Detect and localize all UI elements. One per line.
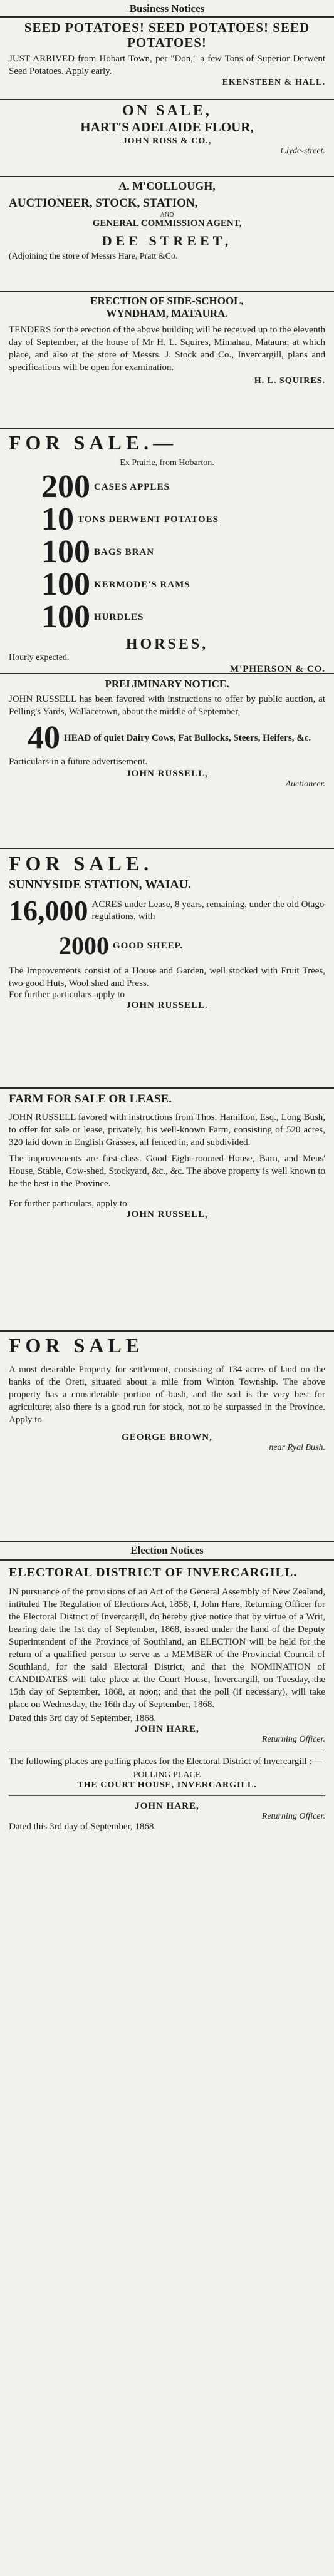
acres-qty: 16,000	[9, 895, 88, 926]
polling-title: POLLING PLACE	[133, 1770, 201, 1780]
sheep-lot	[9, 930, 325, 962]
lot-qty: 10	[41, 501, 74, 537]
ad-mccollough	[0, 177, 334, 291]
ad-preliminary	[0, 674, 334, 848]
ad-body: TENDERS for the erection of the above building will be received up to the eleventh day of September, at the house of Mr H. L. Squires, Mimahau, Mataura; at which place, and also at the store of Messrs. J. Stock and Co., Invercargill, plans and specifications will be open for examination.	[9, 325, 325, 372]
election-dated: Dated this 3rd day of September, 1868.	[9, 1713, 157, 1723]
agent-street: DEE STREET,	[102, 233, 232, 249]
ad-side-school	[0, 292, 334, 428]
lot-label: HURDLES	[94, 612, 144, 622]
section-title: Election Notices	[130, 1544, 204, 1556]
ad-title: PRELIMINARY NOTICE.	[105, 678, 229, 690]
ad-apply: For further particulars, apply to	[9, 1199, 127, 1209]
agent-note: (Adjoining the store of Messrs Hare, Pratt &Co.	[9, 252, 178, 261]
ad-body-2: The improvements are first-class. Good Eight-roomed House, Barn, and Mens' House, Stable, Cow-shed, Stockyard, &c., &c. The above property is well known to be the best in the Province.	[9, 1154, 325, 1189]
ad-particulars: Particulars in a future advertisement.	[9, 757, 148, 767]
election-dated-2: Dated this 3rd day of September, 1868.	[9, 1822, 157, 1832]
ad-for-sale-prairie	[0, 429, 334, 673]
ad-body: JUST ARRIVED from Hobart Town, per "Don," a few Tons of Superior Derwent Seed Potatoes. Apply early.	[9, 54, 325, 76]
lot-label: TONS DERWENT POTATOES	[78, 514, 219, 525]
ad-apply: For further particulars apply to	[9, 990, 125, 1000]
lot-item	[41, 503, 325, 536]
section-title: Business Notices	[129, 3, 205, 14]
acres-lot	[9, 895, 325, 927]
and-word: AND	[160, 212, 174, 218]
agent-title-2: GENERAL COMMISSION AGENT,	[92, 218, 242, 228]
ad-signature: GEORGE BROWN,	[122, 1432, 212, 1442]
horses-heading: HORSES,	[125, 636, 209, 652]
on-sale-heading: ON SALE,	[122, 103, 212, 119]
election-body: IN pursuance of the provisions of an Act of the General Assembly of New Zealand, intituled The Regulation of Elections Act, 1858, I, John Hare, Returning Officer for the Electoral District of Invercargill, do hereby give notice that by virtue of a Writ, bearing date the 1st day of September, 1868, issued under the hand of the Deputy Superintendent of the Province of Southland, an ELECTION will be held for the return of a qualified person to serve as a MEMBER of the Provincial Council of Southland, for the said Electoral District, and that the NOMINATION of CANDIDATES will take place at the Court House, Invercargill, on Tuesday, the 15th day of September, 1868, at noon; and that the poll (if necessary), will take place on Wednesday, the 16th day of September, 1868.	[9, 1587, 325, 1710]
agent-title: AUCTIONEER, STOCK, STATION,	[9, 197, 198, 210]
ad-for-sale-oreti	[0, 1332, 334, 1541]
ad-title: FOR SALE.—	[9, 431, 178, 454]
lot-list	[9, 471, 325, 634]
election-role: Returning Officer.	[261, 1735, 325, 1744]
section-header	[0, 1542, 334, 1559]
ad-sunnyside	[0, 849, 334, 1087]
sheep-text: GOOD SHEEP.	[113, 940, 184, 951]
divider	[9, 1795, 325, 1796]
ad-title: FARM FOR SALE OR LEASE.	[9, 1092, 172, 1106]
ad-seed-potatoes	[0, 18, 334, 99]
lot-qty: 100	[41, 534, 90, 570]
ad-headline: SEED POTATOES! SEED POTATOES! SEED POTATOES!	[24, 20, 310, 50]
lot-item	[41, 536, 325, 568]
ad-title: FOR SALE.	[9, 852, 154, 875]
polling-intro: The following places are polling places for the Electoral District of Invercargill :—	[9, 1757, 321, 1767]
lot-item	[41, 601, 325, 634]
lot-item	[41, 568, 325, 601]
ad-place: near Ryal Bush.	[269, 1443, 325, 1452]
election-role-2: Returning Officer.	[261, 1812, 325, 1821]
ad-body: JOHN RUSSELL has been favored with instructions to offer by public auction, at Pelling's Yards, Wallacetown, about the middle of September,	[9, 694, 325, 717]
election-title: ELECTORAL DISTRICT OF INVERCARGILL.	[9, 1566, 298, 1579]
ship-note: Ex Prairie, from Hobarton.	[120, 458, 214, 468]
ad-title: FOR SALE	[9, 1334, 144, 1357]
ad-election	[0, 1561, 334, 2190]
ad-body: A most desirable Property for settlement, consisting of 134 acres of land on the banks of the Oreti, situated about a mile from Winton Township. The above property has a considerable portion of bush, and the soil is the very best for agriculture; also there is a good run for stock, not to be surpassed in the Province. Apply to	[9, 1365, 325, 1425]
ad-signature: JOHN RUSSELL.	[126, 1000, 208, 1010]
lot-label: KERMODE'S RAMS	[94, 579, 190, 590]
ad-body: JOHN RUSSELL favored with instructions from Thos. Hamilton, Esq., Long Bush, to offer for sale or lease, privately, his well-known Farm, consisting of 520 acres, 320 laid down in English Grasses, all fenced in, and subdivided.	[9, 1112, 325, 1147]
ad-location: WYNDHAM, MATAURA.	[106, 307, 228, 319]
election-signature-2: JOHN HARE,	[135, 1801, 199, 1811]
lot-qty: 40	[28, 720, 60, 756]
lot-label: BAGS BRAN	[94, 547, 155, 557]
ad-signature: JOHN RUSSELL,	[126, 769, 208, 779]
lot-qty: 100	[41, 567, 90, 602]
ad-title: ERECTION OF SIDE-SCHOOL,	[90, 295, 244, 307]
lot-label: CASES APPLES	[94, 481, 170, 492]
ad-headline: HART'S ADELAIDE FLOUR,	[80, 120, 254, 135]
sheep-qty: 2000	[59, 931, 109, 960]
lot-qty: 200	[41, 469, 90, 505]
station-name: SUNNYSIDE STATION, WAIAU.	[9, 878, 192, 891]
lot-label: HEAD of quiet Dairy Cows, Fat Bullocks, Steers, Heifers, &c.	[64, 732, 311, 743]
ad-body: The Improvements consist of a House and Garden, well stocked with Fruit Trees, two good Huts, Wool shed and Press.	[9, 966, 325, 988]
agent-name: A. M'COLLOUGH,	[118, 180, 216, 192]
ad-farm	[0, 1089, 334, 1330]
ad-signature: M'PHERSON & CO.	[229, 664, 325, 674]
ad-role: Auctioneer.	[285, 779, 325, 789]
section-header	[0, 0, 334, 16]
acres-text: ACRES under Lease, 8 years, remaining, under the old Otago regulations, with	[91, 900, 325, 921]
ad-street: Clyde-street.	[280, 146, 325, 156]
expected-note: Hourly expected.	[9, 653, 70, 662]
ad-signature: JOHN RUSSELL,	[126, 1209, 208, 1219]
election-signature: JOHN HARE,	[135, 1724, 199, 1734]
ad-seller: JOHN ROSS & CO.,	[122, 136, 212, 146]
lot-item	[41, 471, 325, 503]
ad-signature: H. L. SQUIRES.	[254, 376, 325, 386]
lot-item	[9, 722, 325, 754]
polling-place: THE COURT HOUSE, INVERCARGILL.	[77, 1780, 257, 1790]
ad-signature: EKENSTEEN & HALL.	[222, 78, 325, 87]
ad-flour	[0, 100, 334, 176]
lot-qty: 100	[41, 599, 90, 635]
